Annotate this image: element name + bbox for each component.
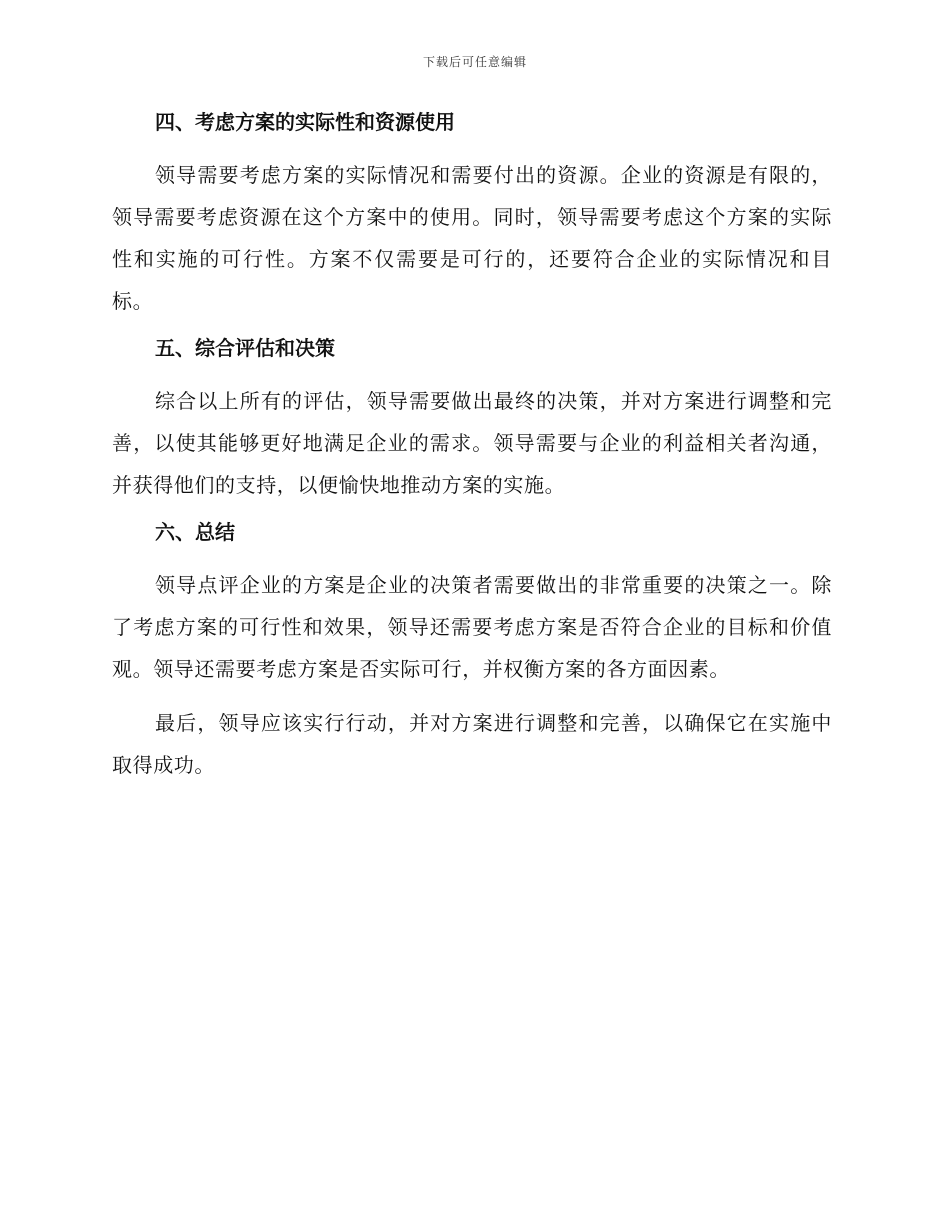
- section-heading: 五、综合评估和决策: [155, 336, 335, 360]
- section-paragraph: 领导点评企业的方案是企业的决策者需要做出的非常重要的决策之一。除了考虑方案的可行性和效果，领导还需要考虑方案是否符合企业的目标和价值观。领导还需要考虑方案是否实际可行，并权衡方案的各方面因素。: [112, 573, 832, 681]
- page-header: 下载后可任意编辑: [422, 55, 527, 69]
- document-body: [112, 108, 832, 798]
- section-6: [112, 518, 832, 786]
- section-paragraph: 综合以上所有的评估，领导需要做出最终的决策，并对方案进行调整和完善，以使其能够更好地满足企业的需求。领导需要与企业的利益相关者沟通，并获得他们的支持，以便愉快地推动方案的实施。: [112, 389, 832, 497]
- section-5: [112, 334, 832, 506]
- section-heading: 四、考虑方案的实际性和资源使用: [155, 110, 455, 134]
- section-paragraph: 领导需要考虑方案的实际情况和需要付出的资源。企业的资源是有限的，领导需要考虑资源在这个方案中的使用。同时，领导需要考虑这个方案的实际性和实施的可行性。方案不仅需要是可行的，还要符合企业的实际情况和目标。: [112, 163, 832, 313]
- section-4: [112, 108, 832, 322]
- section-paragraph: 最后，领导应该实行行动，并对方案进行调整和完善，以确保它在实施中取得成功。: [112, 711, 832, 777]
- section-heading: 六、总结: [155, 520, 235, 544]
